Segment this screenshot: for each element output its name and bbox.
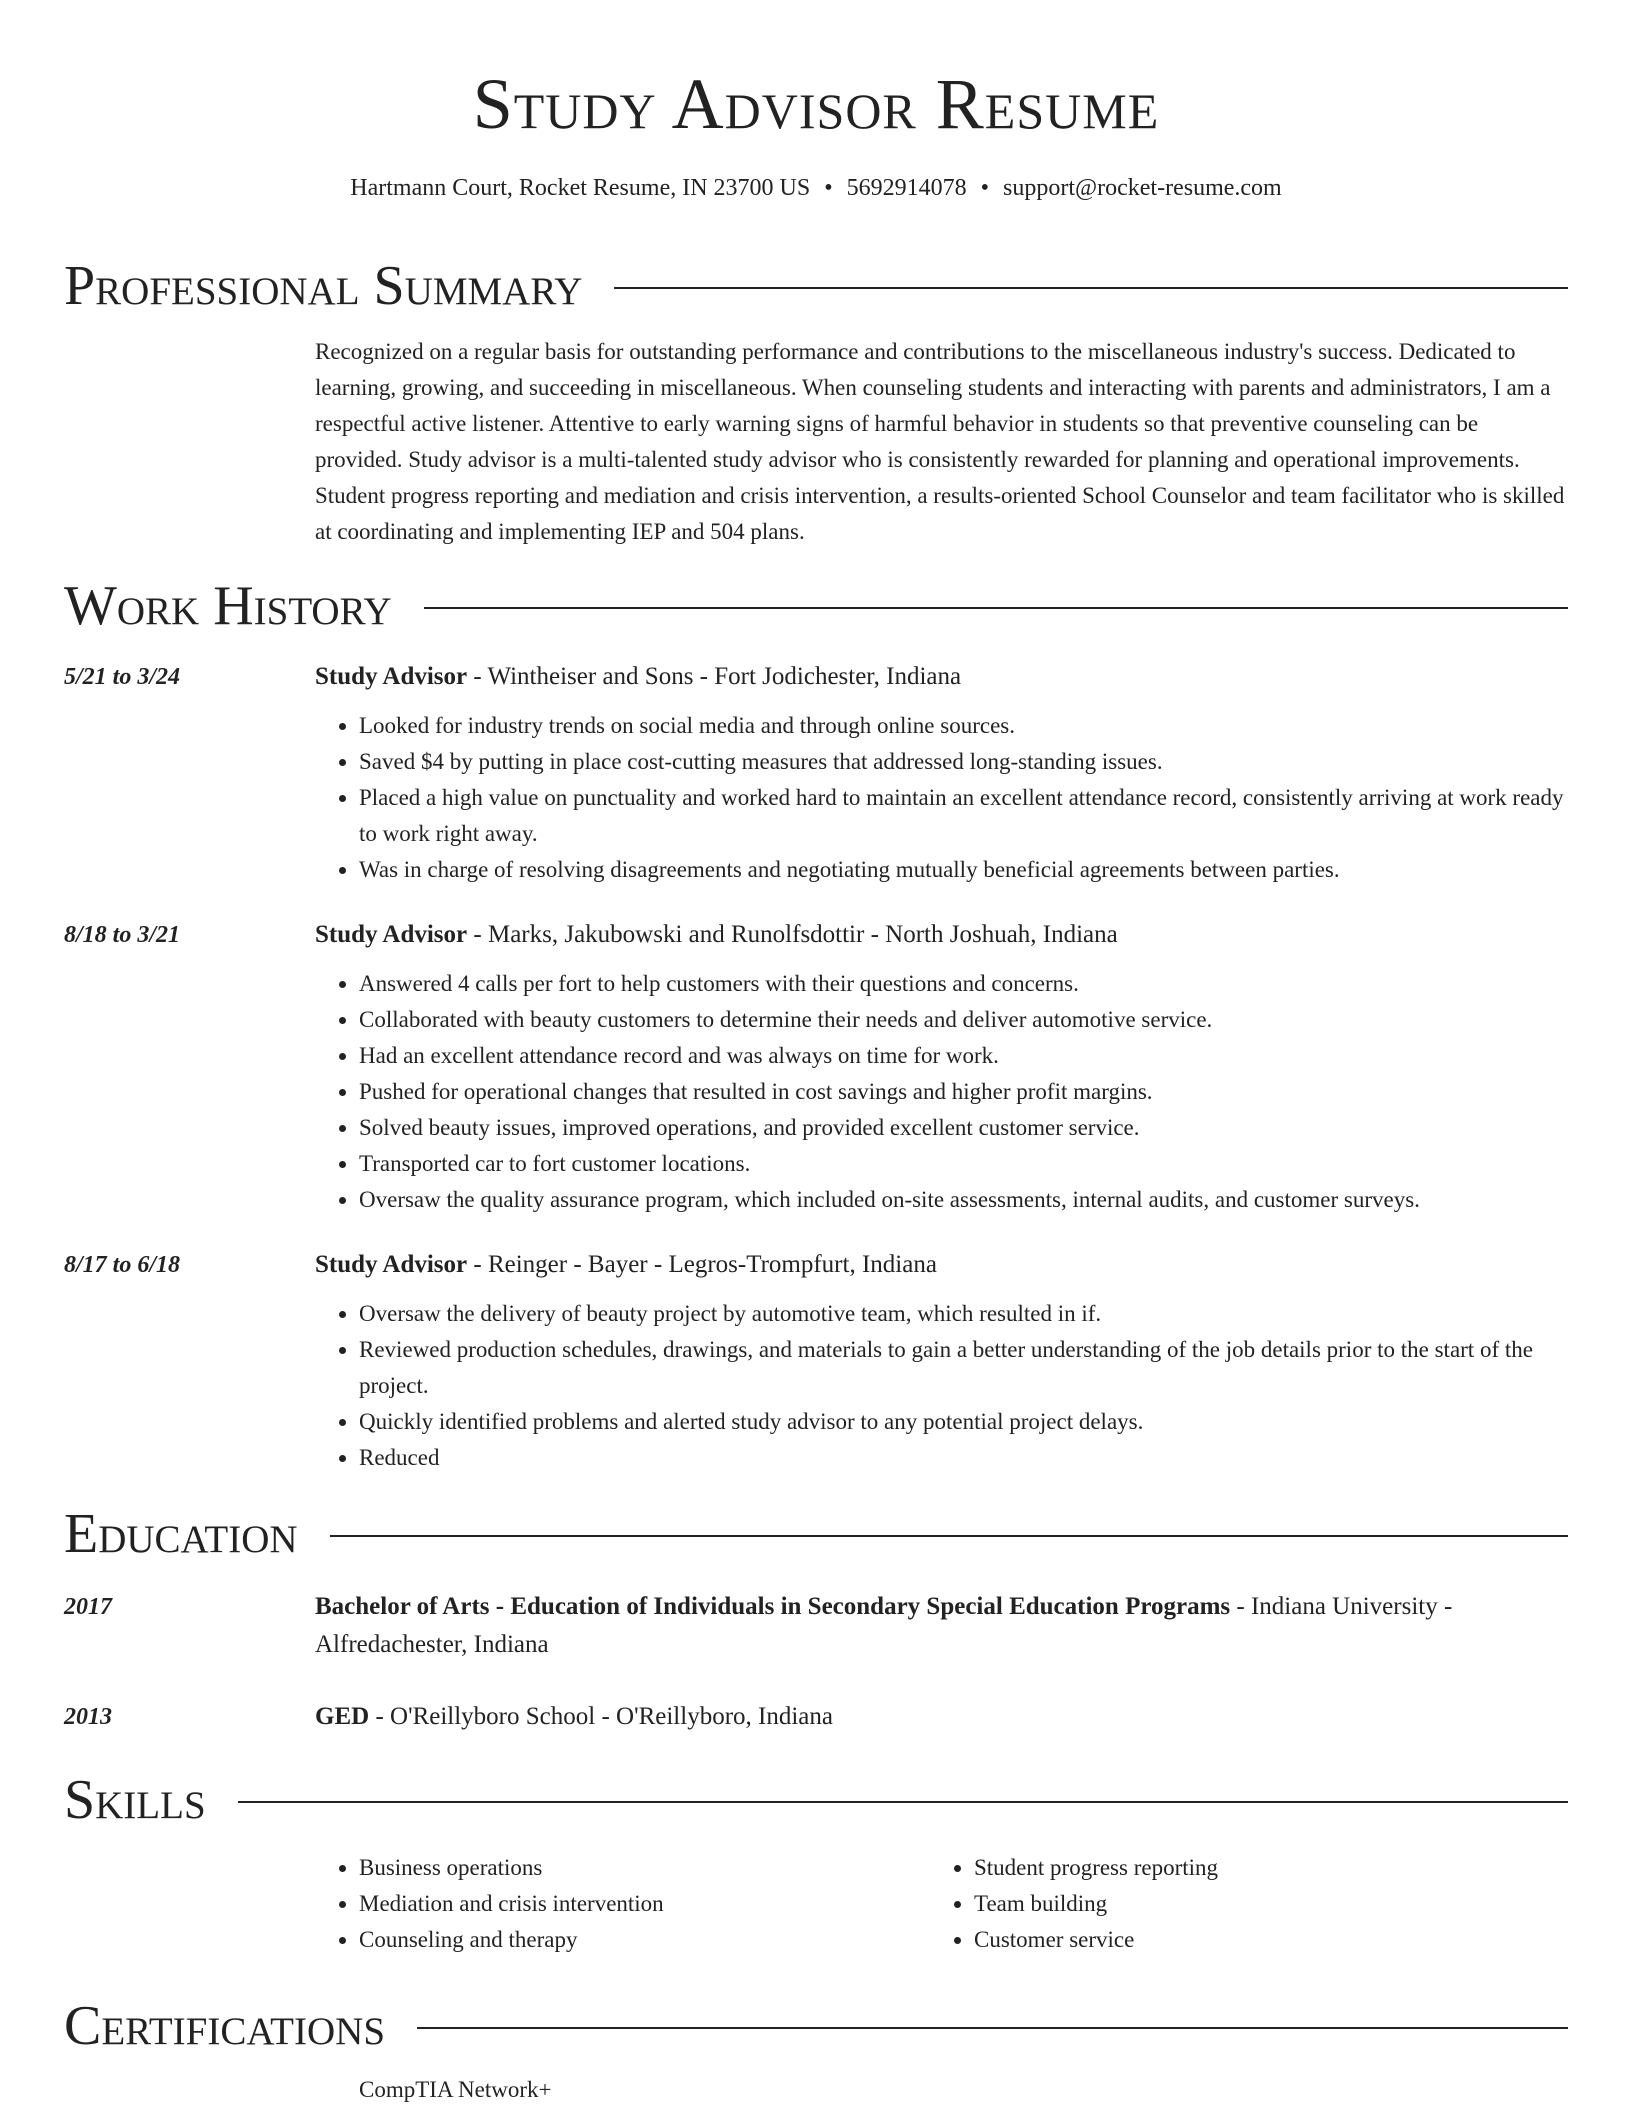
skills-heading: Skills [64, 1769, 206, 1831]
contact-email[interactable]: support@rocket-resume.com [1003, 175, 1282, 201]
contact-phone: 5692914078 [846, 175, 967, 201]
skills-column-left [315, 1850, 930, 1958]
certifications-list [315, 2072, 1568, 2108]
education-year: 2013 [64, 1704, 112, 1730]
job-header [315, 1246, 1568, 1284]
contact-separator: • [824, 175, 833, 201]
section-divider [417, 2027, 1568, 2029]
skill-item: • Team building [974, 1886, 1545, 1922]
job-header [315, 658, 1568, 696]
job-details: - Reinger - Bayer - Legros-Trompfurt, Indiana [467, 1251, 937, 1278]
page-title: Study Advisor Resume [472, 64, 1160, 144]
skills-grid [315, 1850, 1568, 1958]
job-header [315, 916, 1568, 954]
section-divider [614, 287, 1568, 289]
job-dates: 8/17 to 6/18 [64, 1252, 181, 1278]
list-item: • Pushed for operational changes that resulted in cost savings and higher profit margins. [359, 1074, 1568, 1110]
contact-line [64, 172, 1568, 204]
work-heading: Work History [64, 575, 392, 637]
list-item: • Collaborated with beauty customers to determine their needs and deliver automotive service. [359, 1002, 1568, 1038]
list-item: • Had an excellent attendance record and was always on time for work. [359, 1038, 1568, 1074]
education-content [315, 1588, 1568, 1664]
job-bullets [315, 1296, 1568, 1476]
job-bullets [315, 966, 1568, 1218]
job-bullets [315, 708, 1568, 888]
skill-item: • Counseling and therapy [359, 1922, 930, 1958]
list-item: • Solved beauty issues, improved operations, and provided excellent customer service. [359, 1110, 1568, 1146]
skill-item: • Business operations [359, 1850, 930, 1886]
education-heading: Education [64, 1503, 298, 1565]
list-item: • Looked for industry trends on social media and through online sources. [359, 708, 1568, 744]
skill-item: • Mediation and crisis intervention [359, 1886, 930, 1922]
list-item: • Oversaw the delivery of beauty project by automotive team, which resulted in if. [359, 1296, 1568, 1332]
job-entry [64, 916, 1568, 1218]
list-item: • Was in charge of resolving disagreements and negotiating mutually beneficial agreements between parties. [359, 852, 1568, 888]
job-content [315, 1246, 1568, 1476]
education-content [315, 1698, 1568, 1736]
education-entry [64, 1588, 1568, 1664]
skill-item: • Student progress reporting [974, 1850, 1545, 1886]
skills-column-right [930, 1850, 1545, 1958]
summary-section-heading [64, 254, 1568, 318]
job-entry [64, 658, 1568, 888]
contact-separator: • [980, 175, 990, 201]
job-title: Study Advisor [315, 663, 468, 690]
resume-page [64, 0, 1568, 2108]
job-title: Study Advisor [315, 921, 468, 948]
contact-address: Hartmann Court, Rocket Resume, IN 23700 US [350, 175, 811, 201]
job-entry [64, 1246, 1568, 1476]
list-item: • Reduced [359, 1440, 1568, 1476]
education-entry [64, 1698, 1568, 1736]
list-item: • Answered 4 calls per fort to help customers with their questions and concerns. [359, 966, 1568, 1002]
education-degree: Bachelor of Arts - Education of Individuals in Secondary Special Education Programs [315, 1593, 1231, 1620]
skill-item: • Customer service [974, 1922, 1545, 1958]
certification-item: CompTIA Network+ [359, 2077, 552, 2102]
job-content [315, 658, 1568, 888]
job-dates: 8/18 to 3/21 [64, 922, 181, 948]
work-section-heading [64, 574, 1568, 638]
job-content [315, 916, 1568, 1218]
education-year: 2017 [64, 1594, 112, 1620]
list-item: • Saved $4 by putting in place cost-cutting measures that addressed long-standing issues. [359, 744, 1568, 780]
list-item: • Reviewed production schedules, drawings, and materials to gain a better understanding of the job details prior to the start of the project. [359, 1332, 1568, 1404]
list-item: • Quickly identified problems and alerted study advisor to any potential project delays. [359, 1404, 1568, 1440]
list-item: • Oversaw the quality assurance program, which included on-site assessments, internal audits, and customer surveys. [359, 1182, 1568, 1218]
job-details: - Marks, Jakubowski and Runolfsdottir - North Joshuah, Indiana [467, 921, 1118, 948]
certifications-section-heading [64, 1994, 1568, 2058]
education-degree: GED [315, 1703, 370, 1730]
job-details: - Wintheiser and Sons - Fort Jodichester, Indiana [467, 663, 962, 690]
education-details: - Indiana University - Alfredachester, Indiana [315, 1593, 1453, 1658]
certifications-heading: Certifications [64, 1995, 386, 2057]
section-divider [238, 1801, 1568, 1803]
section-divider [330, 1535, 1568, 1537]
certifications-body [315, 2072, 1568, 2108]
list-item: • Transported car to fort customer locations. [359, 1146, 1568, 1182]
summary-text: Recognized on a regular basis for outstanding performance and contributions to the miscellaneous industry's success. Dedicated to learning, growing, and succeeding in miscellaneous. When counseling students and interacting with parents and administrators, I am a respectful active listener. Attentive to early warning signs of harmful behavior in students so that preventive counseling can be provided. Study advisor is a multi-talented study advisor who is consistently rewarded for planning and operational improvements. Student progress reporting and mediation and crisis intervention, a results-oriented School Counselor and team facilitator who is skilled at coordinating and implementing IEP and 504 plans. [315, 339, 1565, 544]
job-dates: 5/21 to 3/24 [64, 664, 181, 690]
summary-heading: Professional Summary [64, 255, 583, 317]
section-divider [424, 607, 1568, 609]
education-details: - O'Reillyboro School - O'Reillyboro, Indiana [369, 1703, 833, 1730]
list-item: • Placed a high value on punctuality and worked hard to maintain an excellent attendance record, consistently arriving at work ready to work right away. [359, 780, 1568, 852]
skills-section-heading [64, 1768, 1568, 1832]
education-section-heading [64, 1502, 1568, 1566]
job-title: Study Advisor [315, 1251, 468, 1278]
